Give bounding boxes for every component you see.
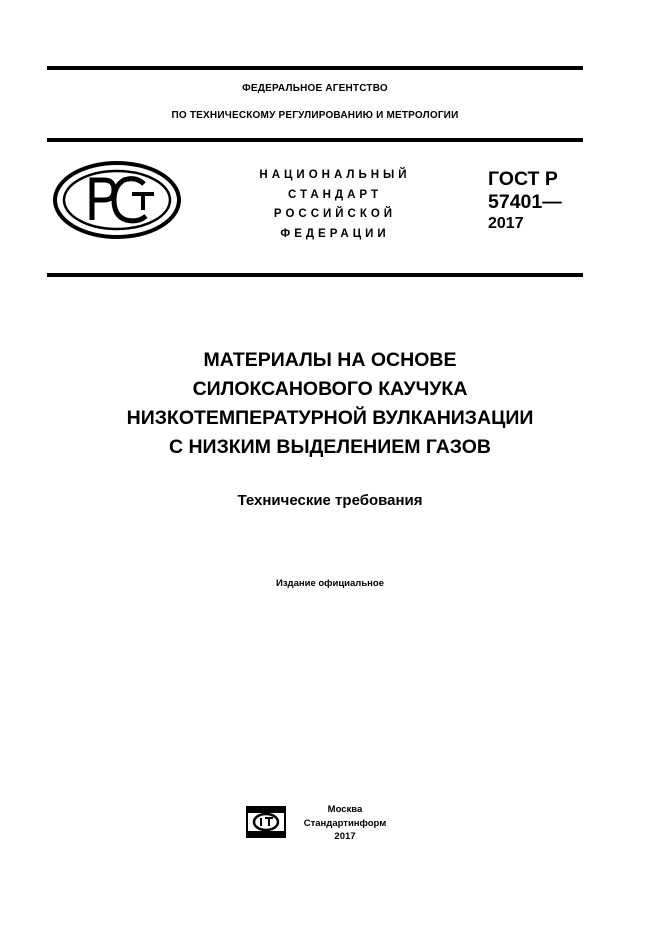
document-title (40, 346, 620, 462)
publisher-info (290, 803, 400, 844)
title-line: СИЛОКСАНОВОГО КАУЧУКА (192, 378, 468, 400)
standartinform-logo-icon (246, 806, 286, 838)
national-line: РОССИЙСКОЙ (273, 208, 397, 220)
section-rule (47, 273, 583, 277)
publisher-city: Москва (327, 804, 363, 815)
edition-note: Издание официальное (276, 578, 384, 589)
publisher-name: Стандартинформ (303, 817, 387, 829)
publisher-year: 2017 (334, 831, 356, 842)
header-rule (47, 138, 583, 142)
document-subtitle: Технические требования (237, 492, 423, 509)
national-line: НАЦИОНАЛЬНЫЙ (259, 169, 411, 181)
gost-year: 2017 (488, 215, 524, 232)
title-line: НИЗКОТЕМПЕРАТУРНОЙ ВУЛКАНИЗАЦИИ (126, 407, 534, 429)
title-line: МАТЕРИАЛЫ НА ОСНОВЕ (203, 349, 457, 371)
gost-r-certification-mark-icon (52, 160, 182, 240)
agency-line-1: ФЕДЕРАЛЬНОЕ АГЕНТСТВО (242, 83, 388, 94)
national-line: ФЕДЕРАЦИИ (280, 227, 390, 240)
gost-prefix: ГОСТ Р (488, 168, 558, 190)
agency-line-2: ПО ТЕХНИЧЕСКОМУ РЕГУЛИРОВАНИЮ И МЕТРОЛОГИИ (171, 110, 459, 121)
gost-designation (488, 168, 598, 234)
top-rule (47, 66, 583, 70)
national-line: СТАНДАРТ (288, 188, 382, 201)
national-standard-label (230, 166, 440, 244)
gost-number: 57401— (488, 191, 562, 213)
title-line: С НИЗКИМ ВЫДЕЛЕНИЕМ ГАЗОВ (168, 436, 492, 458)
